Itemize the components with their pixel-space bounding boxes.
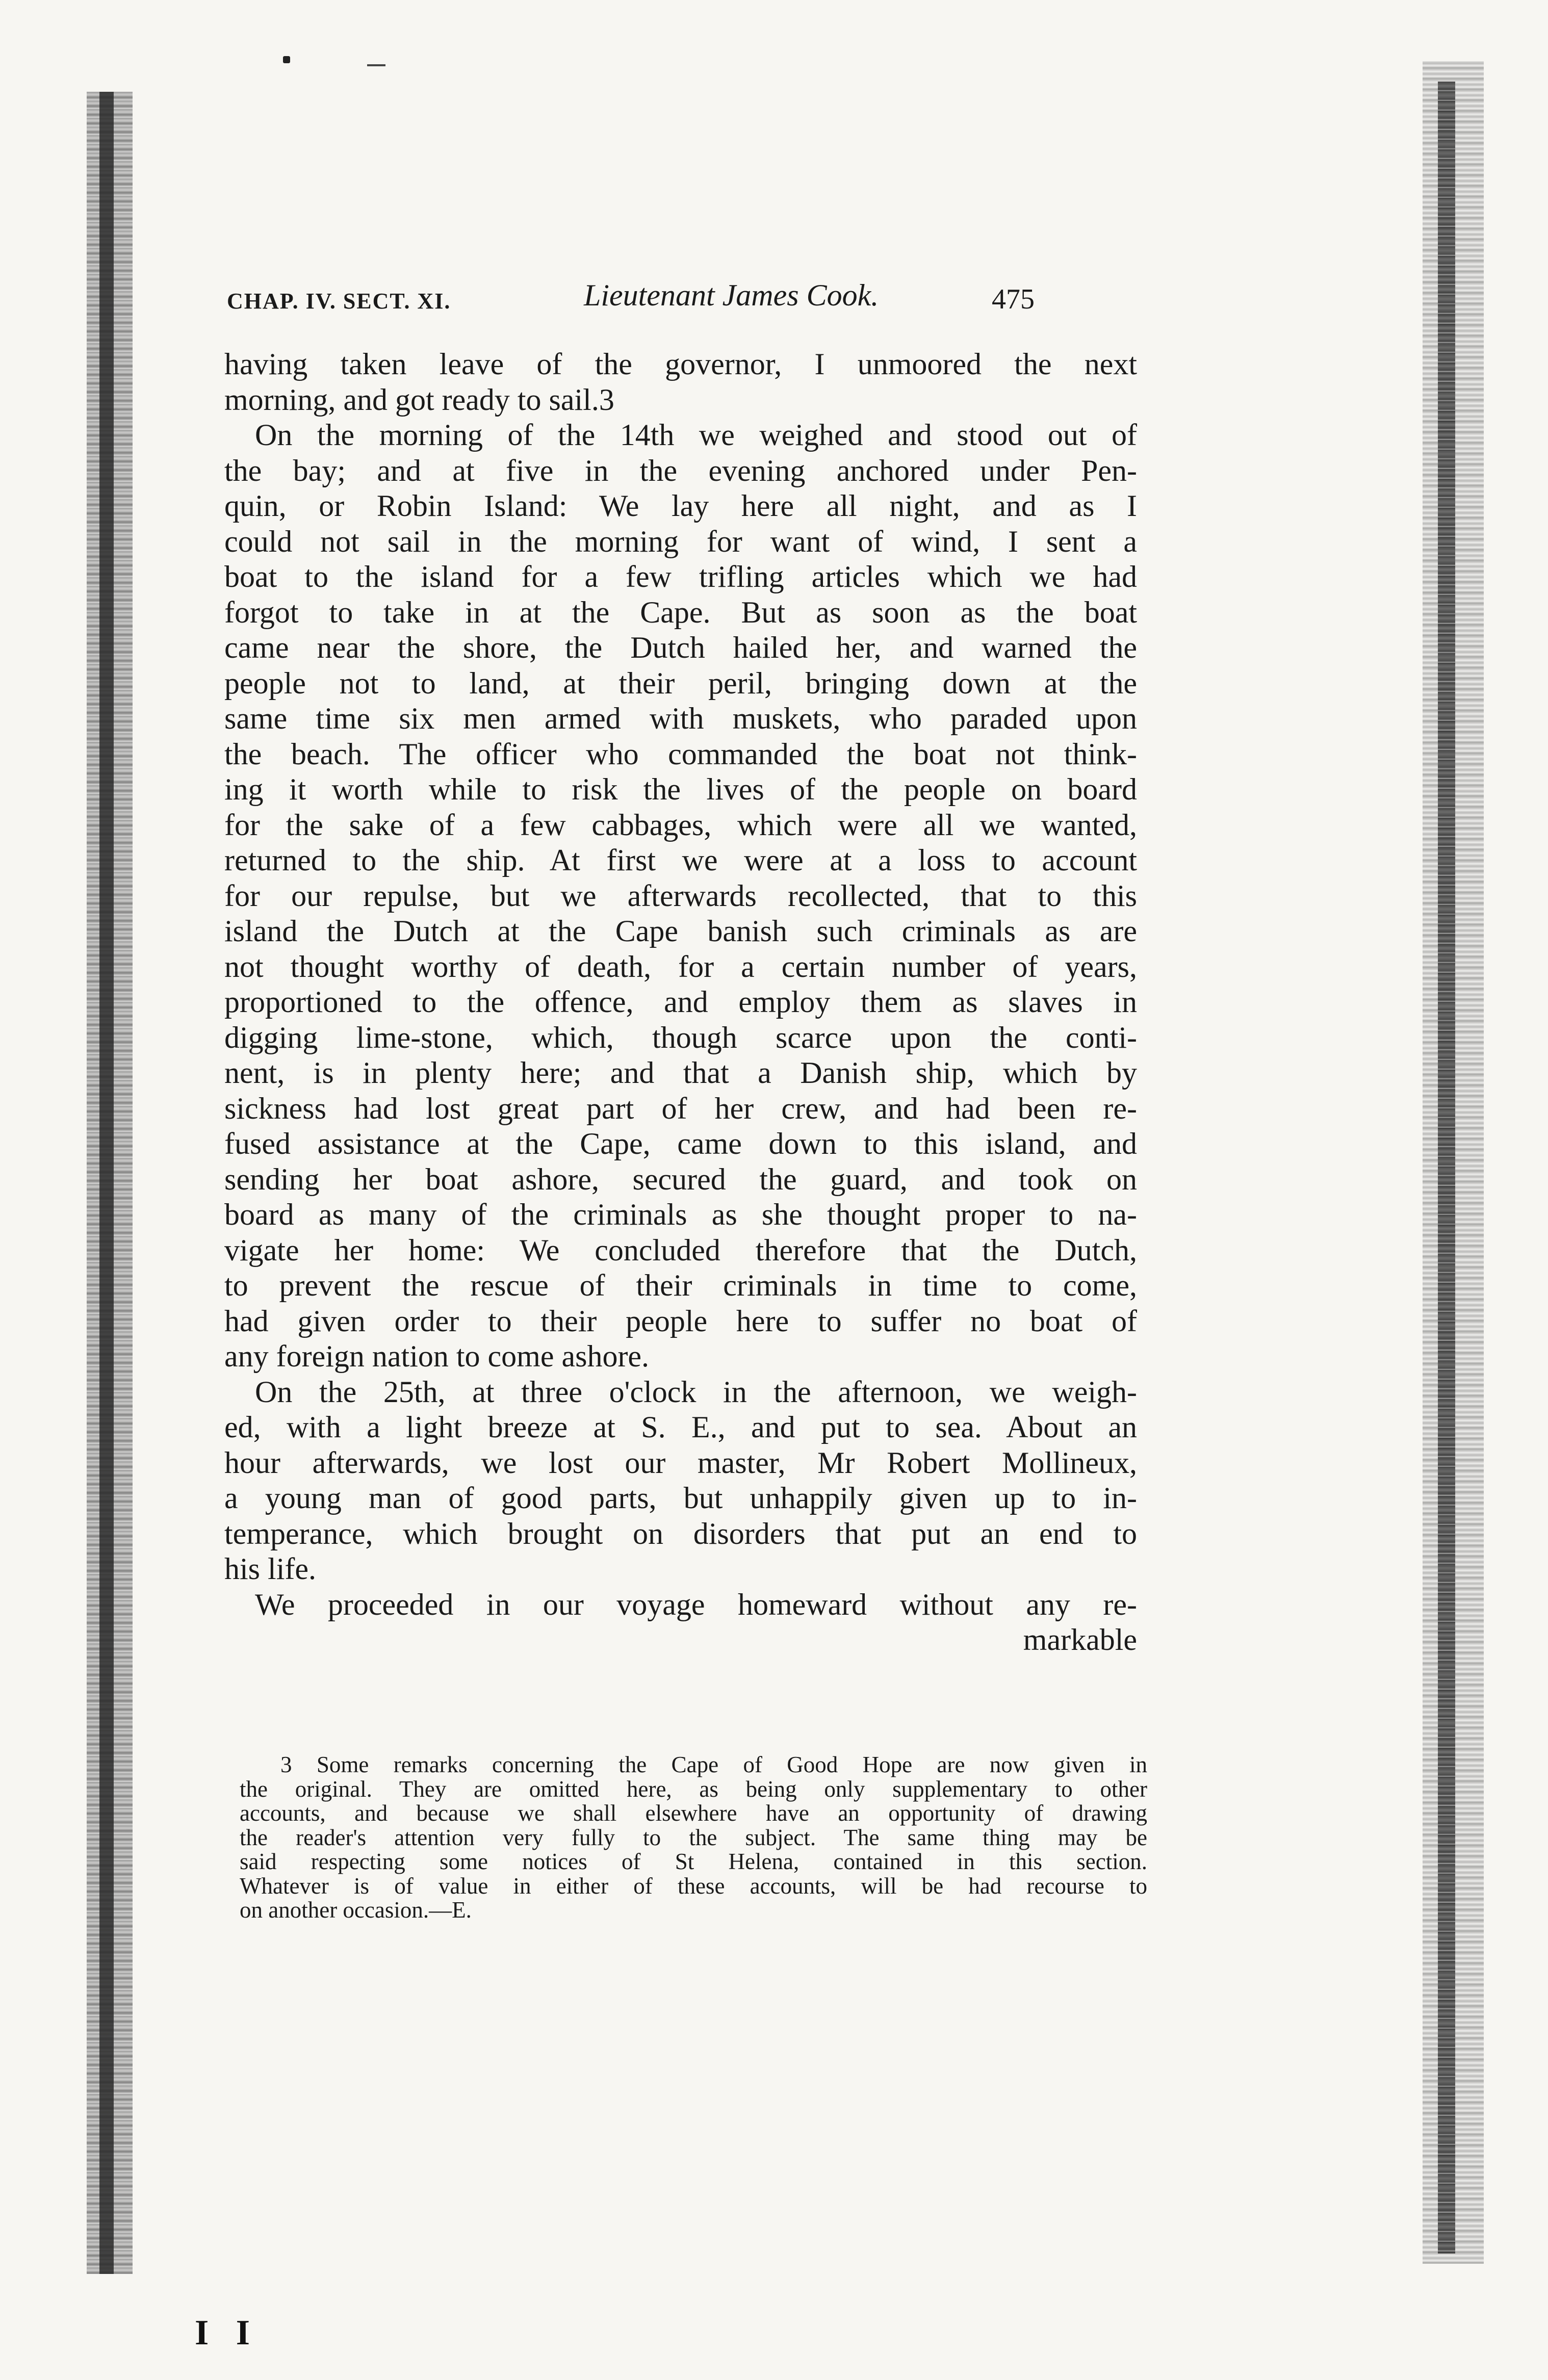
text-line: could not sail in the morning for want of wind, I sent a <box>224 524 1137 558</box>
text-line: for our repulse, but we afterwards recollected, that to this <box>224 878 1137 913</box>
text-line: sickness had lost great part of her crew, and had been re- <box>224 1091 1137 1125</box>
text-line: sending her boat ashore, secured the guard, and took on <box>224 1162 1137 1196</box>
text-line: vigate her home: We concluded therefore that the Dutch, <box>224 1233 1137 1267</box>
footnote-line: said respecting some notices of St Helena, contained in this section. <box>240 1849 1147 1874</box>
text-line: On the 25th, at three o'clock in the afternoon, we weigh- <box>255 1375 1137 1409</box>
text-line: came near the shore, the Dutch hailed her, and warned the <box>224 631 1137 664</box>
text-line: board as many of the criminals as she thought proper to na- <box>224 1198 1137 1231</box>
text-line: island the Dutch at the Cape banish such criminals as are <box>224 914 1137 948</box>
footnote-line: 3 Some remarks concerning the Cape of Good Hope are now given in <box>280 1752 1147 1777</box>
text-line: hour afterwards, we lost our master, Mr Robert Mollineux, <box>224 1445 1137 1480</box>
right-page-edge-dark <box>1438 82 1455 2254</box>
text-line: the bay; and at five in the evening anchored under Pen- <box>224 453 1137 487</box>
ink-dash <box>367 64 385 66</box>
text-line: quin, or Robin Island: We lay here all night, and as I <box>224 489 1137 523</box>
running-head <box>227 278 1124 324</box>
text-line: On the morning of the 14th we weighed and stood out of <box>255 418 1137 452</box>
catchword: markable <box>1023 1623 1137 1657</box>
text-line: having taken leave of the governor, I unmoored the next <box>224 347 1137 381</box>
text-line: for the sake of a few cabbages, which were all we wanted, <box>224 808 1137 842</box>
text-line: to prevent the rescue of their criminals in time to come, <box>224 1269 1137 1302</box>
text-line: not thought worthy of death, for a certain number of years, <box>224 949 1137 984</box>
text-line: digging lime-stone, which, though scarce upon the conti- <box>224 1020 1137 1054</box>
footnote-line: accounts, and because we shall elsewhere have an opportunity of drawing <box>240 1800 1147 1826</box>
text-line: morning, and got ready to sail.3 <box>224 382 614 417</box>
footnote <box>240 1753 1147 1923</box>
text-line: had given order to their people here to suffer no boat of <box>224 1304 1137 1338</box>
footnote-line: Whatever is of value in either of these accounts, will be had recourse to <box>240 1873 1147 1899</box>
text-line: nent, is in plenty here; and that a Danish ship, which by <box>224 1056 1137 1090</box>
text-line: boat to the island for a few trifling articles which we had <box>224 560 1137 593</box>
text-line: ing it worth while to risk the lives of the people on board <box>224 772 1137 806</box>
text-line: fused assistance at the Cape, came down to this island, and <box>224 1127 1137 1160</box>
ink-speck <box>283 56 290 63</box>
running-title: Lieutenant James Cook. <box>584 278 879 312</box>
text-line: a young man of good parts, but unhappily given up to in- <box>224 1481 1137 1515</box>
chapter-section: CHAP. IV. SECT. XI. <box>227 289 451 314</box>
footnote-line: the reader's attention very fully to the subject. The same thing may be <box>240 1824 1147 1850</box>
text-line: returned to the ship. At first we were at a loss to account <box>224 843 1137 877</box>
text-line: the beach. The officer who commanded the boat not think- <box>224 737 1137 771</box>
bottom-margin-marks: I I <box>195 2313 259 2352</box>
text-line: his life. <box>224 1552 316 1586</box>
text-line: forgot to take in at the Cape. But as soon as the boat <box>224 595 1137 629</box>
footnote-line: on another occasion.—E. <box>240 1897 472 1923</box>
body-text <box>224 347 1137 1658</box>
text-line: temperance, which brought on disorders that put an end to <box>224 1516 1137 1550</box>
footnote-line: the original. They are omitted here, as being only supplementary to other <box>240 1776 1147 1802</box>
text-line: We proceeded in our voyage homeward without any re- <box>255 1587 1137 1621</box>
text-line: ed, with a light breeze at S. E., and put to sea. About an <box>224 1410 1137 1444</box>
text-line: any foreign nation to come ashore. <box>224 1339 650 1373</box>
text-line: proportioned to the offence, and employ them as slaves in <box>224 985 1137 1019</box>
left-binding-shadow <box>99 92 114 2274</box>
page-number: 475 <box>992 283 1035 315</box>
text-line: people not to land, at their peril, bringing down at the <box>224 666 1137 700</box>
text-line: same time six men armed with muskets, who paraded upon <box>224 702 1137 735</box>
